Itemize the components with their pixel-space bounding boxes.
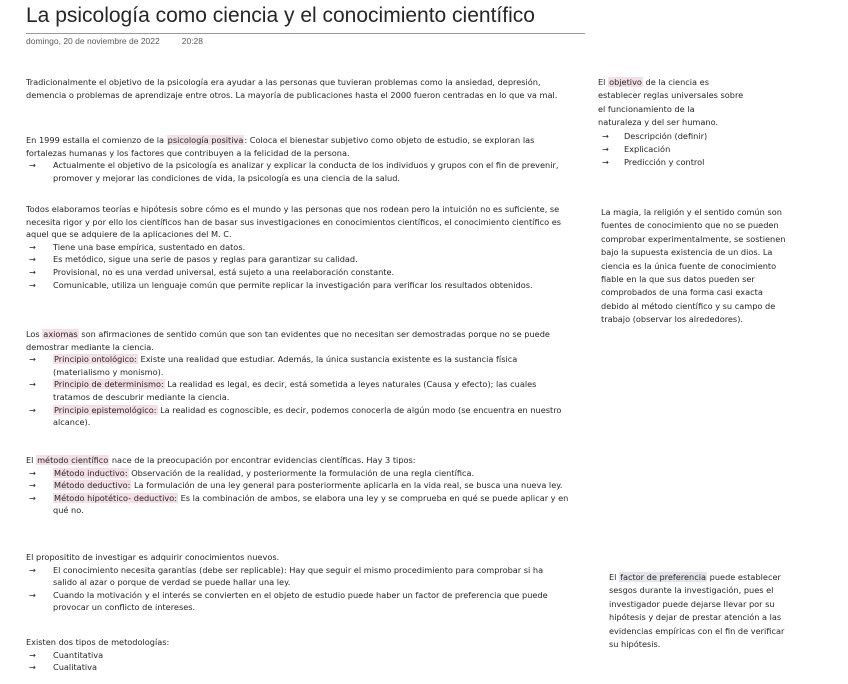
note-scientific-method: [26, 454, 571, 517]
arrow-icon: →: [29, 160, 36, 171]
list-item: → Principio epistemológico: La realidad es cognoscible, es decir, podemos conocerla de algún modo (se encuentra en nuestro alcance).: [29, 404, 562, 428]
list-item: → El conocimiento necesita garantías (debe ser replicable): Hay que seguir el mismo procedimiento para comprobar si ha salido al azar o porque de verdad se puede hallar una ley.: [29, 564, 544, 588]
note-methodologies: [26, 636, 326, 674]
highlight-term: Principio epistemológico:: [54, 404, 157, 415]
knowledge-line: comprobados de una forma casi exacta: [601, 287, 763, 298]
note-axioms: [26, 328, 566, 429]
arrow-icon: →: [29, 492, 36, 503]
arrow-icon: →: [29, 404, 36, 415]
arrow-icon: →: [29, 254, 36, 265]
highlight-term: Método hipotético- deductivo:: [54, 492, 177, 503]
arrow-icon: →: [602, 130, 609, 141]
highlight-term: Método deductivo:: [54, 480, 131, 491]
list-item: → Provisional, no es una verdad universal, está sujeto a una reelaboración constante.: [29, 266, 395, 277]
arrow-icon: →: [29, 354, 36, 365]
objective-line: establecer reglas universales sobre: [598, 90, 744, 101]
knowledge-line: bajo la supuesta existencia de un dios. La: [601, 247, 773, 258]
list-item: → Actualmente el objetivo de la psicología es analizar y explicar la conducta de los individuos y grupos con el fin de prevenir, promover y mejorar las condiciones de vida, la psicología es una ciencia de la salud.: [29, 160, 559, 183]
note-intro: [26, 76, 566, 101]
list-item: → Predicción y control: [598, 156, 813, 169]
purpose-text: El propositito de investigar es adquirir conocimientos nuevos.: [26, 552, 280, 562]
highlight-term: Principio de determinismo:: [54, 379, 164, 390]
page-title: La psicología como ciencia y el conocimiento científico: [26, 4, 535, 27]
side-note-objective: [598, 76, 813, 170]
knowledge-line: trabajo (observar los alrededores).: [601, 314, 743, 325]
list-item: → Método inductivo: Observación de la realidad, y posteriormente la formulación de una regla científica.: [29, 467, 475, 478]
arrow-icon: →: [29, 266, 36, 277]
list-item: → Es metódico, sigue una serie de pasos y reglas para garantizar su calidad.: [29, 254, 358, 265]
objective-line: naturaleza y del ser humano.: [598, 117, 719, 128]
knowledge-line: fiable en la que sus datos pueden ser: [601, 274, 755, 285]
highlight-term: Principio ontológico:: [54, 354, 137, 365]
list-item: → Comunicable, utiliza un lenguaje común que permite replicar la investigación para verificar los resultados obtenidos.: [29, 279, 533, 290]
preference-line: evidencias empíricas con el fin de verificar: [609, 625, 785, 636]
list-item: → Método hipotético- deductivo: Es la combinación de ambos, se elabora una ley y se comprueba en qué se puede aplicar y en qué no.: [29, 492, 569, 516]
arrow-icon: →: [29, 564, 36, 575]
arrow-icon: →: [29, 480, 36, 491]
side-note-knowledge-sources: [601, 206, 831, 327]
arrow-icon: →: [29, 379, 36, 390]
arrow-icon: →: [602, 144, 609, 155]
list-item: → Método deductivo: La formulación de una ley general para posteriormente aplicarla en la vida real, se busca una nueva ley.: [29, 480, 563, 491]
preference-line: El factor de preferencia puede establecer: [609, 572, 781, 582]
highlight-objetivo: objetivo: [609, 77, 642, 87]
arrow-icon: →: [29, 241, 36, 252]
knowledge-line: comprobar experimentalmente, se sostienen: [601, 233, 786, 244]
list-item: → Cualitativa: [29, 662, 98, 673]
list-item: → Descripción (definir): [598, 130, 813, 143]
objective-line: el funcionamiento de la: [598, 103, 695, 114]
highlight-metodo-cientifico: método científico: [37, 455, 109, 465]
list-item: → Principio ontológico: Existe una realidad que estudiar. Además, la única sustancia existente es la sustancia física (materialismo y monismo).: [29, 354, 518, 377]
preference-line: sesgos durante la investigación, pues el: [609, 585, 774, 596]
preference-line: investigador puede dejarse llevar por su: [609, 598, 775, 609]
highlight-axiomas: axiomas: [43, 329, 78, 339]
arrow-icon: →: [602, 157, 609, 168]
knowledge-line: ciencia es la única fuente de conocimiento: [601, 260, 777, 271]
arrow-icon: →: [29, 589, 36, 600]
intro-text: Tradicionalmente el objetivo de la psicología era ayudar a las personas que tuvieran problemas como la ansiedad, depresión, demencia o problemas de aprendizaje entre otros. La mayoría de publicaciones hasta el 2000 fueron centradas en lo que va mal.: [26, 77, 558, 100]
page-time: 20:28: [181, 36, 204, 46]
title-divider: [26, 33, 585, 34]
preference-line: hipótesis y dejar de prestar atención a las: [609, 612, 782, 623]
arrow-icon: →: [29, 467, 36, 478]
note-purpose: [26, 551, 561, 614]
list-item: → Cuantitativa: [29, 649, 104, 660]
highlight-term: Método inductivo:: [54, 467, 128, 478]
knowledge-line: La magia, la religión y el sentido común son: [601, 207, 782, 217]
positive-psychology-text: En 1999 estalla el comienzo de la psicología positiva: Coloca el bienestar subjetivo como objeto de estudio, se exploran las fortalezas humanas y los factores que contribuyen a la felicidad de la persona.: [26, 135, 535, 158]
knowledge-line: debido al método científico y su campo de: [601, 300, 776, 311]
page-date: domingo, 20 de noviembre de 2022: [26, 36, 160, 46]
arrow-icon: →: [29, 662, 36, 673]
knowledge-line: fuentes de conocimiento que no se pueden: [601, 220, 779, 231]
arrow-icon: →: [29, 649, 36, 660]
note-scientific-knowledge: [26, 203, 574, 291]
list-item: → Explicación: [598, 143, 813, 156]
note-positive-psychology: [26, 134, 571, 184]
methodologies-text: Existen dos tipos de metodologías:: [26, 637, 170, 647]
preference-line: su hipótesis.: [609, 639, 661, 650]
list-item: → Tiene una base empírica, sustentado en datos.: [29, 241, 246, 252]
list-item: → Cuando la motivación y el interés se convierten en el objeto de estudio puede haber un factor de preferencia que puede provocar un conflicto de intereses.: [29, 589, 548, 613]
highlight-psicologia-positiva: psicología positiva: [167, 135, 244, 145]
list-item: → Principio de determinismo: La realidad es legal, es decir, está sometida a leyes naturales (Causa y efecto); las cuales tratamos de descubrir mediante la ciencia.: [29, 379, 537, 402]
axioms-text: Los axiomas son afirmaciones de sentido común que son tan evidentes que no necesitan ser demostradas porque no se puede demostrar mediante la ciencia.: [26, 329, 550, 352]
arrow-icon: →: [29, 279, 36, 290]
scientific-method-text: El método científico nace de la preocupación por encontrar evidencias científicas. Hay 3 tipos:: [26, 455, 416, 465]
side-note-preference-factor: [609, 571, 839, 651]
highlight-factor-de-preferencia: factor de preferencia: [620, 572, 707, 582]
scientific-knowledge-text: Todos elaboramos teorías e hipótesis sobre cómo es el mundo y las personas que nos rodean pero la intuición no es suficiente, se necesita rigor y por ello los científicos han de basar sus investigaciones en conocimientos científicos, el conocimiento científico es aquel que se adquiere de la aplicaciones del M. C.: [26, 204, 562, 240]
objective-line: El objetivo de la ciencia es: [598, 77, 709, 87]
page-meta: [26, 36, 203, 46]
